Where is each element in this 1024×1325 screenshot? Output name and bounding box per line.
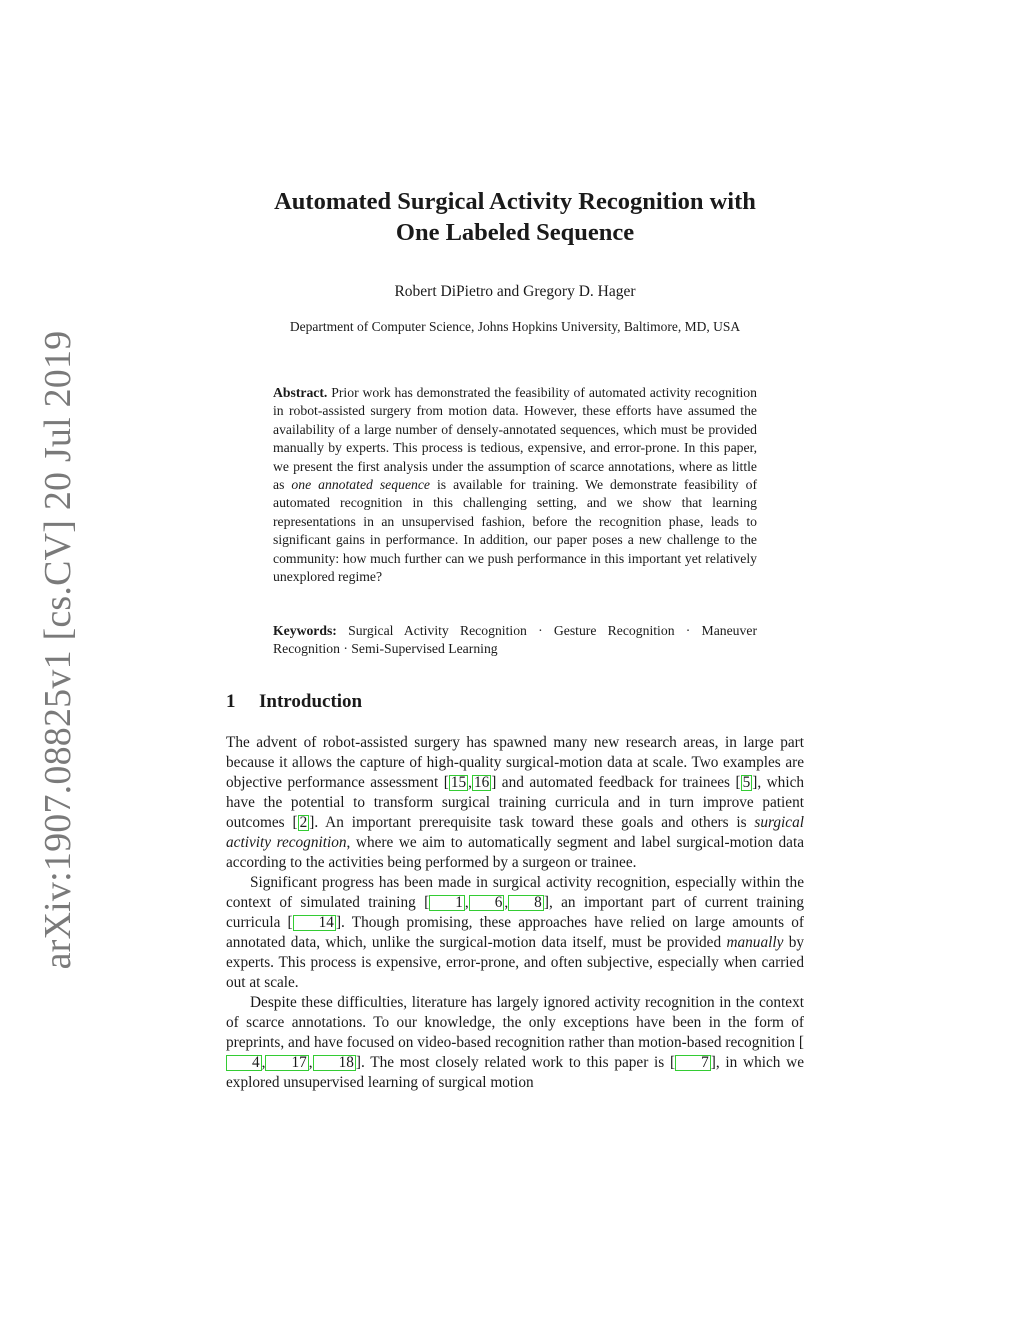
paper-title [180, 186, 850, 248]
section-title: Introduction [259, 691, 363, 712]
keywords [273, 622, 757, 659]
paragraph-1: The advent of robot-assisted surgery has spawned many new research areas, in large part because it allows the capture of high-quality surgical-motion data at scale. Two examples are objective performance assessment [ 15 , 16 ] and automated feedback for trainees [ 5 ], which have the potential to transform surgical training curricula and in turn improve patient outcomes [ 2 ]. An important prerequisite task toward these goals and others is surgical activity recognition, where we aim to automatically segment and label surgical-motion data according to the activities being performed by a surgeon or trainee. [226, 734, 805, 871]
p2-emphasis: manually [726, 934, 784, 951]
p1-emphasis: surgical activity recognition [226, 814, 804, 851]
p3-text-c: , in which we explored unsupervised learning of surgical motion [226, 1054, 804, 1091]
paragraph-2: Significant progress has been made in surgical activity recognition, especially within the context of simulated training [ 1 , 6 , 8 ], an important part of current training curricula [ 14 ]. Though promising, these approaches have relied on large amounts of annotated data, which, unlike the surgical-motion data itself, must be provided manually by experts. This process is expensive, error-prone, and often subjective, especially when carried out at scale. [226, 874, 805, 991]
p1-text-a: The advent of robot-assisted surgery has spawned many new research areas, in large part because it allows the capture of high-quality surgical-motion data at scale. Two examples are objective performance assessment [226, 734, 804, 791]
p3-text-a: Despite these difficulties, literature has largely ignored activity recognition in the context of scarce annotations. To our knowledge, the only exceptions have been in the form of preprints, and have focused on video-based recognition rather than motion-based recognition [226, 994, 804, 1051]
abstract [273, 384, 757, 586]
title-line-1: Automated Surgical Activity Recognition with [274, 188, 756, 215]
paragraph-3: Despite these difficulties, literature has largely ignored activity recognition in the context of scarce annotations. To our knowledge, the only exceptions have been in the form of preprints, and have focused on video-based recognition rather than motion-based recognition [4 , 17 , 18 ]. The most closely related work to this paper is [ 7 ], in which we explored unsupervised learning of surgical motion [226, 994, 805, 1091]
citation-link[interactable]: 14 [293, 915, 336, 931]
p1-text-d: . An important prerequisite task toward these goals and others is [314, 814, 747, 831]
citation-link[interactable]: 1 [429, 895, 465, 911]
p3-text-b: . The most closely related work to this paper is [361, 1054, 665, 1071]
citation-link[interactable]: 5 [742, 774, 751, 791]
p2-text-b: , an important part of current training curricula [226, 894, 805, 931]
p1-text-b: and automated feedback for trainees [501, 774, 731, 791]
citation-link[interactable]: 8 [508, 895, 544, 911]
abstract-text-1: Prior work has demonstrated the feasibility of automated activity recognition in robot-assisted surgery from motion data. However, these efforts have assumed the availability of a large number of densely-annotated sequences, which must be provided manually by experts. This process is tedious, expensive, and error-prone. In this paper, we present the first analysis under the assumption of scarce annotations, where as little as [273, 385, 757, 493]
p2-text-a: Significant progress has been made in surgical activity recognition, especially within the context of simulated training [226, 874, 804, 911]
abstract-emphasis: one annotated sequence [291, 477, 431, 493]
authors: Robert DiPietro and Gregory D. Hager [394, 283, 636, 300]
citation-link[interactable]: 2 [299, 814, 308, 831]
citation-link[interactable]: 4 [226, 1055, 262, 1071]
citation-link[interactable]: 15 [450, 774, 467, 791]
citation-link[interactable]: 18 [313, 1055, 356, 1071]
p2-text-d: by experts. This process is expensive, error-prone, and often subjective, especially when carried out at scale. [226, 934, 805, 991]
keywords-text: Surgical Activity Recognition · Gesture Recognition · Maneuver Recognition · Semi-Supervised Learning [273, 623, 758, 657]
section-body [226, 733, 804, 1093]
p1-text-c: , which have the potential to transform surgical training curricula and in turn improve patient outcomes [226, 774, 805, 831]
section-heading [226, 691, 362, 713]
citation-link[interactable]: 17 [265, 1055, 308, 1071]
abstract-text-2: is available for training. We demonstrate feasibility of automated recognition in this challenging setting, and we show that learning representations in an unsupervised fashion, before the recognition phase, leads to significant gains in performance. In addition, our paper poses a new challenge to the community: how much further can we push performance in this important yet relatively unexplored regime? [273, 477, 758, 585]
abstract-label: Abstract. [273, 385, 328, 400]
arxiv-identifier: arXiv:1907.08825v1 [cs.CV] 20 Jul 2019 [37, 330, 79, 970]
p2-text-c: . Though promising, these approaches have relied on large amounts of annotated data, which, unlike the surgical-motion data itself, must be provided [226, 914, 804, 951]
citation-link[interactable]: 16 [473, 774, 490, 791]
section-number: 1 [226, 691, 236, 712]
citation-link[interactable]: 6 [469, 895, 505, 911]
citation-link[interactable]: 7 [675, 1055, 711, 1071]
title-line-2: One Labeled Sequence [395, 219, 635, 246]
affiliation: Department of Computer Science, Johns Hopkins University, Baltimore, MD, USA [289, 319, 741, 334]
p1-text-e: , where we aim to automatically segment and label surgical-motion data according to the activities being performed by a surgeon or trainee. [226, 834, 804, 871]
keywords-label: Keywords: [273, 623, 337, 638]
